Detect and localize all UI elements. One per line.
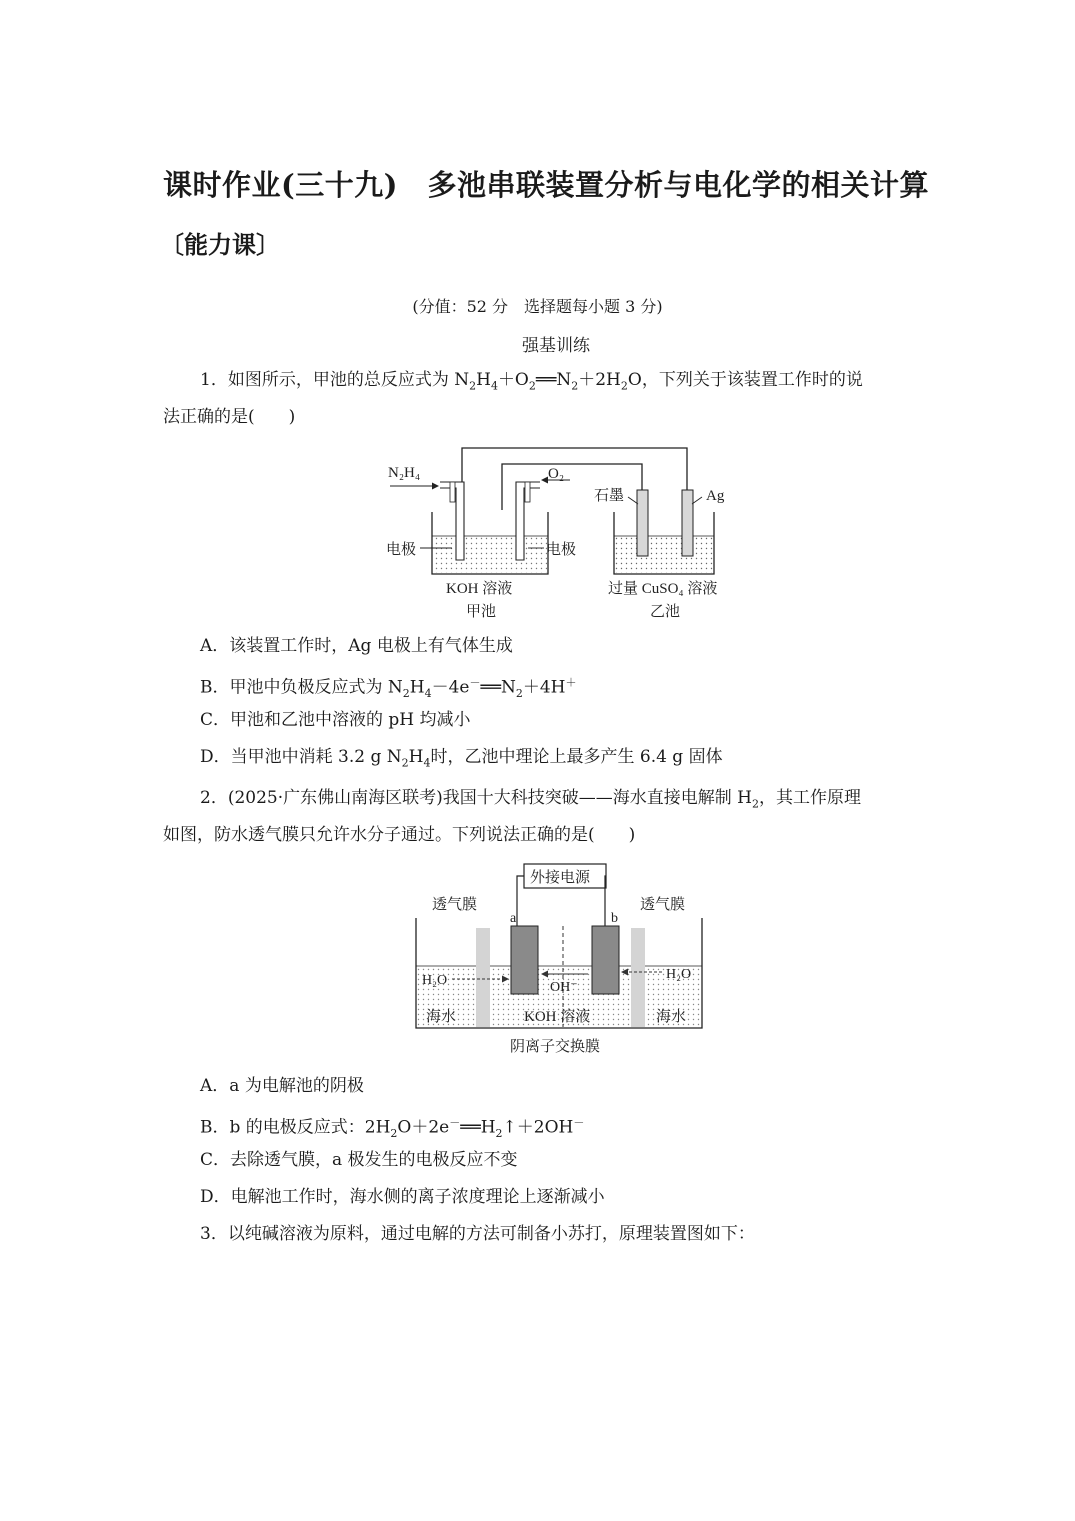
q2-stem-line2: 如图，防水透气膜只允许水分子通过。下列说法正确的是( ) [163, 825, 636, 845]
q1-option-c[interactable]: C．甲池和乙池中溶液的 pH 均减小 [200, 710, 471, 730]
lesson-type: 〔能力课〕 [160, 230, 280, 259]
q1-option-a[interactable]: A．该装置工作时，Ag 电极上有气体生成 [200, 636, 513, 656]
q2-stem: 2．(2025·广东佛山南海区联考)我国十大科技突破——海水直接电解制 $H_2$，其工作原理 [200, 788, 861, 811]
label-electrode-right: 电极 [546, 542, 577, 558]
label-koh-solution: KOH 溶液 [524, 1009, 591, 1025]
q1-figure [380, 442, 740, 627]
q1-stem: 1．如图所示，甲池的总反应式为 $N_2H_4+O_2══N_2+2H_2O$，下列关于该装置工作时的说 [200, 370, 863, 393]
q2-option-c[interactable]: C．去除透气膜，a 极发生的电极反应不变 [200, 1150, 518, 1170]
label-cell-a: 甲池 [466, 604, 497, 620]
label-a: a [510, 911, 517, 926]
q2-option-b[interactable]: B．b 的电极反应式：$2H_2O+2e^-══H_2↑+2OH^-$ [200, 1116, 585, 1141]
q1-option-b[interactable]: B．甲池中负极反应式为 $N_2H_4-4e^-══N_2+4H^+$ [200, 676, 577, 701]
label-membrane-left: 透气膜 [432, 897, 478, 913]
label-membrane-right: 透气膜 [640, 897, 686, 913]
label-graphite: 石墨 [594, 488, 625, 504]
label-h2o-left: H₂O [422, 973, 448, 988]
label-koh: KOH 溶液 [446, 581, 513, 597]
q2-option-a[interactable]: A．a 为电解池的阴极 [200, 1076, 364, 1096]
page-title: 课时作业(三十九) 多池串联装置分析与电化学的相关计算 [163, 168, 929, 202]
q2-option-d[interactable]: D．电解池工作时，海水侧的离子浓度理论上逐渐减小 [200, 1187, 605, 1207]
label-b: b [611, 911, 618, 926]
label-electrode-left: 电极 [386, 542, 417, 558]
label-ag: Ag [706, 488, 725, 504]
label-power: 外接电源 [530, 870, 591, 886]
label-o2: O₂ [548, 466, 565, 482]
q1-stem-line2: 法正确的是( ) [163, 407, 296, 427]
section-heading: 强基训练 [522, 336, 590, 356]
q2-figure [412, 858, 708, 1058]
label-cuso4: 过量 CuSO₄ 溶液 [608, 581, 718, 597]
label-oh: OH⁻ [550, 980, 578, 995]
label-anion-membrane: 阴离子交换膜 [510, 1039, 601, 1055]
label-h2o-right: H₂O [666, 967, 692, 982]
q3-stem: 3．以纯碱溶液为原料，通过电解的方法可制备小苏打，原理装置图如下： [200, 1224, 755, 1244]
label-seawater-left: 海水 [426, 1009, 457, 1025]
q1-option-d[interactable]: D．当甲池中消耗 3.2 g $N_2H_4$时，乙池中理论上最多产生 6.4 g 固体 [200, 747, 723, 770]
score-line: (分值：52 分 选择题每小题 3 分) [412, 297, 663, 316]
label-n2h4: N₂H₄ [388, 465, 421, 481]
label-cell-b: 乙池 [650, 604, 681, 620]
label-seawater-right: 海水 [656, 1009, 687, 1025]
